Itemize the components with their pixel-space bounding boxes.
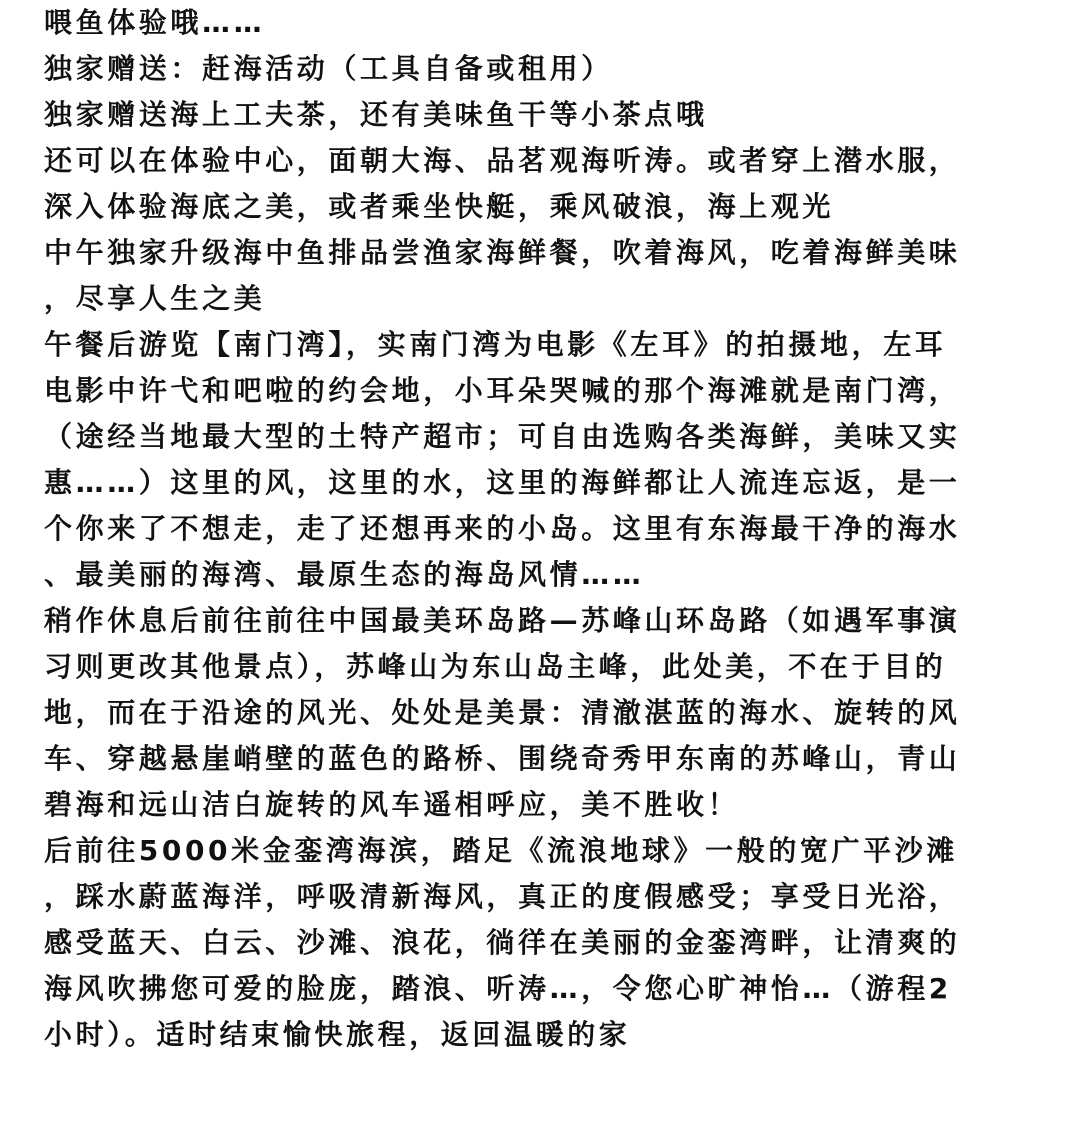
text-line: 喂鱼体验哦…… (44, 6, 266, 39)
text-line: ，尽享人生之美 (44, 282, 266, 315)
text-line: 独家赠送海上工夫茶，还有美味鱼干等小茶点哦 (44, 98, 708, 131)
itinerary-text (44, 0, 1056, 1058)
text-line: 碧海和远山洁白旋转的风车遥相呼应，美不胜收！ (44, 788, 740, 821)
text-line: 个你来了不想走，走了还想再来的小岛。这里有东海最干净的海水 (44, 512, 961, 545)
text-line: 习则更改其他景点），苏峰山为东山岛主峰，此处美，不在于目的 (44, 650, 947, 683)
text-line: 中午独家升级海中鱼排品尝渔家海鲜餐，吹着海风，吃着海鲜美味 (44, 236, 961, 269)
text-line: 感受蓝天、白云、沙滩、浪花，徜徉在美丽的金銮湾畔，让清爽的 (44, 926, 961, 959)
text-line: 还可以在体验中心，面朝大海、品茗观海听涛。或者穿上潜水服， (44, 144, 961, 177)
text-line: 地，而在于沿途的风光、处处是美景：清澈湛蓝的海水、旋转的风 (44, 696, 961, 729)
text-line: 海风吹拂您可爱的脸庞，踏浪、听涛…，令您心旷神怡…（游程2 (44, 972, 952, 1005)
text-line: 稍作休息后前往前往中国最美环岛路—苏峰山环岛路（如遇军事演 (44, 604, 961, 637)
text-line: （途经当地最大型的土特产超市；可自由选购各类海鲜，美味又实 (44, 420, 961, 453)
text-line: 午餐后游览【南门湾】，实南门湾为电影《左耳》的拍摄地，左耳 (44, 328, 947, 361)
text-line: 独家赠送：赶海活动（工具自备或租用） (44, 52, 613, 85)
text-line: 小时）。适时结束愉快旅程，返回温暖的家 (44, 1018, 631, 1051)
text-line: 电影中许弋和吧啦的约会地，小耳朵哭喊的那个海滩就是南门湾， (44, 374, 961, 407)
text-line: 车、穿越悬崖峭壁的蓝色的路桥、围绕奇秀甲东南的苏峰山，青山 (44, 742, 961, 775)
text-line: 惠……）这里的风，这里的水，这里的海鲜都让人流连忘返，是一 (44, 466, 961, 499)
text-line: 、最美丽的海湾、最原生态的海岛风情…… (44, 558, 645, 591)
text-line: 后前往5000米金銮湾海滨，踏足《流浪地球》一般的宽广平沙滩 (44, 834, 958, 867)
text-line: ，踩水蔚蓝海洋，呼吸清新海风，真正的度假感受；享受日光浴， (44, 880, 961, 913)
text-line: 深入体验海底之美，或者乘坐快艇，乘风破浪，海上观光 (44, 190, 835, 223)
